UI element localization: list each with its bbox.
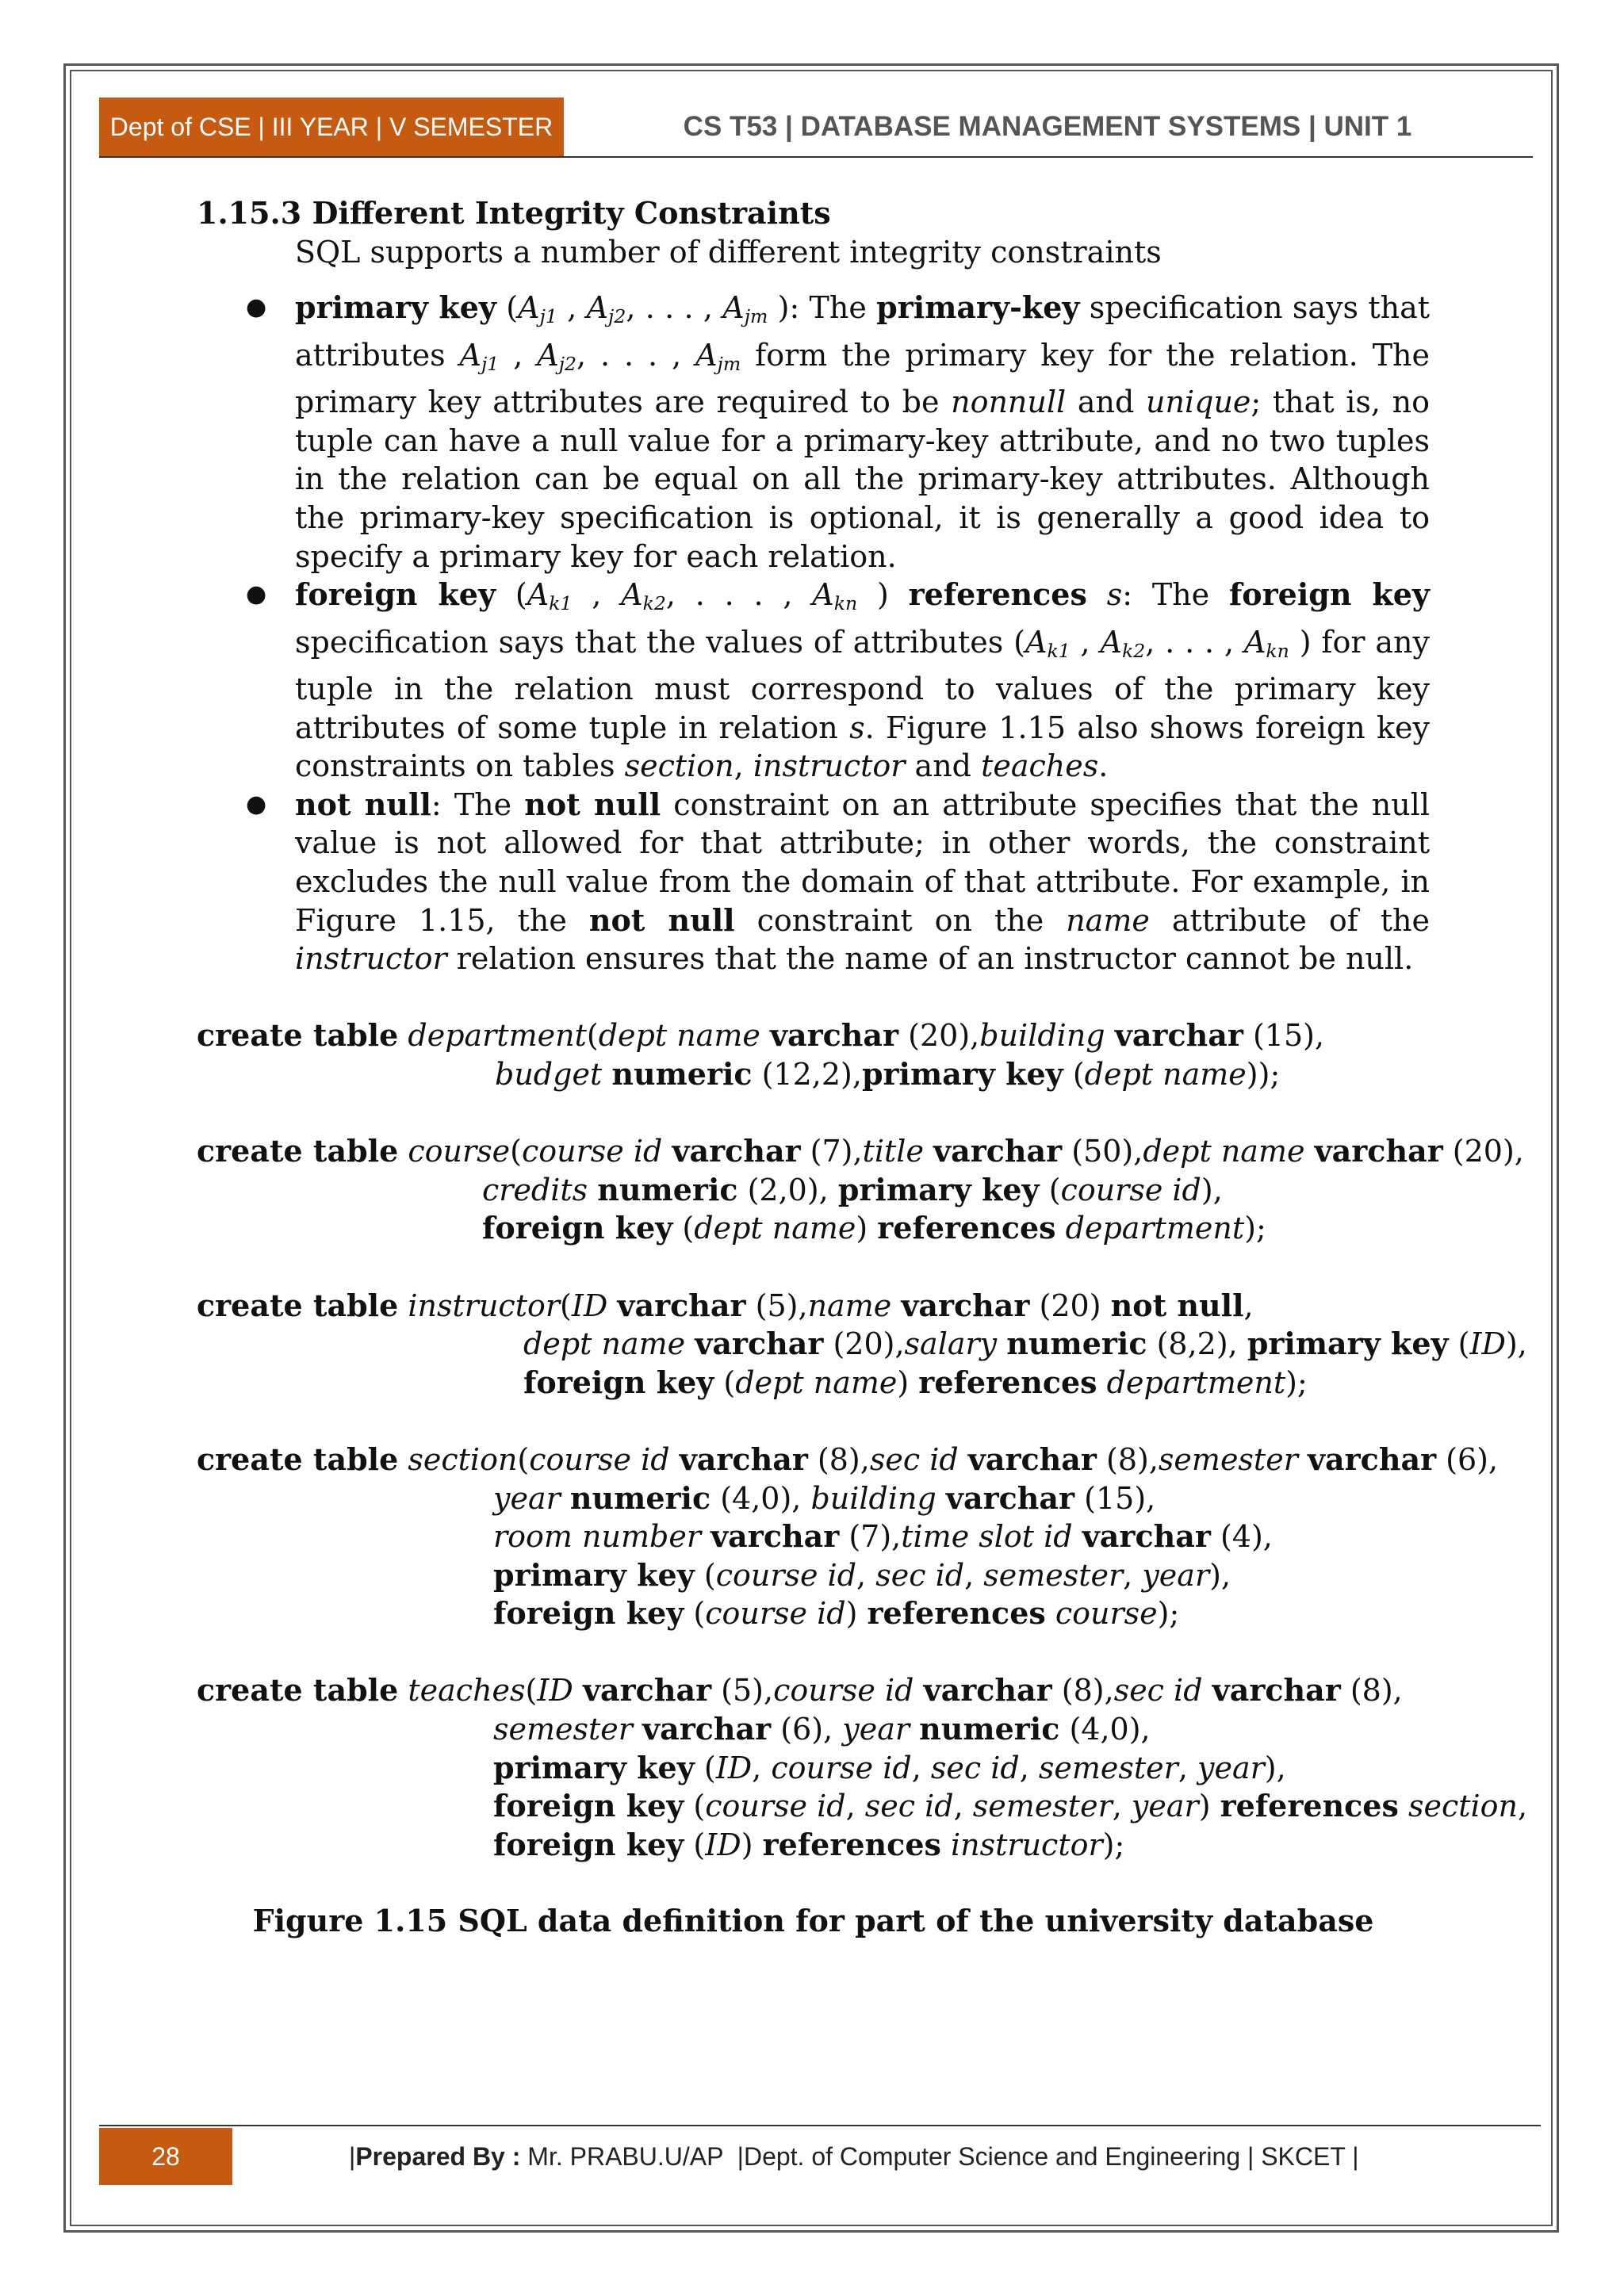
sql-create-table — [197, 1441, 1499, 1633]
page-content — [197, 194, 1528, 1971]
constraint-item — [197, 289, 1430, 576]
sql-code — [197, 1016, 1528, 1864]
sql-line: foreign key (course id, sec id, semester, year) references section, — [493, 1788, 1528, 1824]
footer-prepared-label: Prepared By : — [355, 2141, 521, 2171]
header-dept-label: Dept of CSE | III YEAR | V SEMESTER — [99, 98, 564, 156]
page-number: 28 — [99, 2128, 232, 2185]
sql-line: create table teaches(ID varchar (5),course id varchar (8),sec id varchar (8), — [197, 1672, 1403, 1709]
constraint-text: primary key ($A_{j1}$ , $A_{j2}$, . . . , $A_{jm}$ ): The primary-key specification says that attributes $A_{j1}$ , $A_{j2}$, . . . , $A_{jm}$ form the primary key for the relation. The primary key attributes are required to be nonnull and unique; that is, no tuple can have a null value for a primary-key attribute, and no two tuples in the relation can be equal on all the primary-key attributes. Although the primary-key specification is optional, it is generally a good idea to specify a primary key for each relation. — [295, 289, 1431, 574]
sql-line: foreign key (ID) references instructor); — [493, 1826, 1125, 1862]
constraint-item — [197, 576, 1430, 786]
header-course-title: CS T53 | DATABASE MANAGEMENT SYSTEMS | UNIT 1 — [683, 111, 1412, 142]
constraint-list — [197, 289, 1430, 978]
bullet-icon: ● — [246, 790, 267, 818]
bullet-icon: ● — [246, 293, 267, 322]
sql-create-table — [197, 1016, 1430, 1093]
sql-line: foreign key (dept name) references department); — [482, 1210, 1266, 1246]
sql-create-table — [197, 1671, 1528, 1864]
section-intro: SQL supports a number of different integrity constraints — [295, 234, 1162, 270]
sql-line: foreign key (course id) references course); — [493, 1595, 1180, 1632]
sql-line: budget numeric (12,2),primary key (dept name)); — [495, 1055, 1281, 1092]
sql-line: credits numeric (2,0), primary key (course id), — [482, 1171, 1223, 1207]
footer-divider — [99, 2125, 1541, 2126]
sql-line: create table instructor(ID varchar (5),name varchar (20) not null, — [197, 1287, 1254, 1323]
bullet-icon: ● — [246, 580, 267, 609]
section-heading: 1.15.3 Different Integrity Constraints — [197, 195, 831, 231]
sql-create-table — [197, 1287, 1527, 1402]
footer-credit: | Prepared By : Mr. PRABU.U/AP |Dept. of Computer Science and Engineering | SKCET | — [349, 2141, 1359, 2171]
header-divider — [99, 156, 1533, 158]
sql-line: primary key (course id, sec id, semester, year), — [493, 1556, 1231, 1593]
sql-line: create table department(dept name varchar (20),building varchar (15), — [197, 1017, 1325, 1054]
sql-create-table — [197, 1132, 1524, 1248]
sql-line: room number varchar (7),time slot id varchar (4), — [493, 1518, 1273, 1555]
sql-line: create table section(course id varchar (8),sec id varchar (8),semester varchar (6), — [197, 1441, 1499, 1477]
sql-line: create table course(course id varchar (7),title varchar (50),dept name varchar (20), — [197, 1133, 1524, 1169]
sql-line: foreign key (dept name) references department); — [523, 1364, 1308, 1400]
constraint-text: foreign key ($A_{k1}$ , $A_{k2}$, . . . , $A_{kn}$ ) references s: The foreign key specification says that the values of attributes ($A_{k1}$ , $A_{k2}$, . . . , $A_{kn}$ ) for any tuple in the relation must correspond to values of the primary key attributes of some tuple in relation s. Figure 1.15 also shows foreign key constraints on tables section, instructor and teaches. — [295, 576, 1431, 784]
footer-prepared-text: Mr. PRABU.U/AP |Dept. of Computer Science and Engineering | SKCET | — [520, 2141, 1359, 2171]
constraint-text: not null: The not null constraint on an attribute specifies that the null value is not allowed for that attribute; in other words, the constraint excludes the null value from the domain of that attribute. For example, in Figure 1.15, the not null constraint on the name attribute of the instructor relation ensures that the name of an instructor cannot be null. — [295, 786, 1430, 977]
figure-caption: Figure 1.15 SQL data definition for part of the university database — [252, 1903, 1374, 1939]
sql-line: semester varchar (6), year numeric (4,0), — [493, 1711, 1151, 1747]
constraint-item — [197, 786, 1430, 978]
sql-line: primary key (ID, course id, sec id, semester, year), — [493, 1749, 1286, 1785]
sql-line: year numeric (4,0), building varchar (15), — [493, 1479, 1156, 1516]
sql-line: dept name varchar (20),salary numeric (8,2), primary key (ID), — [523, 1326, 1527, 1362]
